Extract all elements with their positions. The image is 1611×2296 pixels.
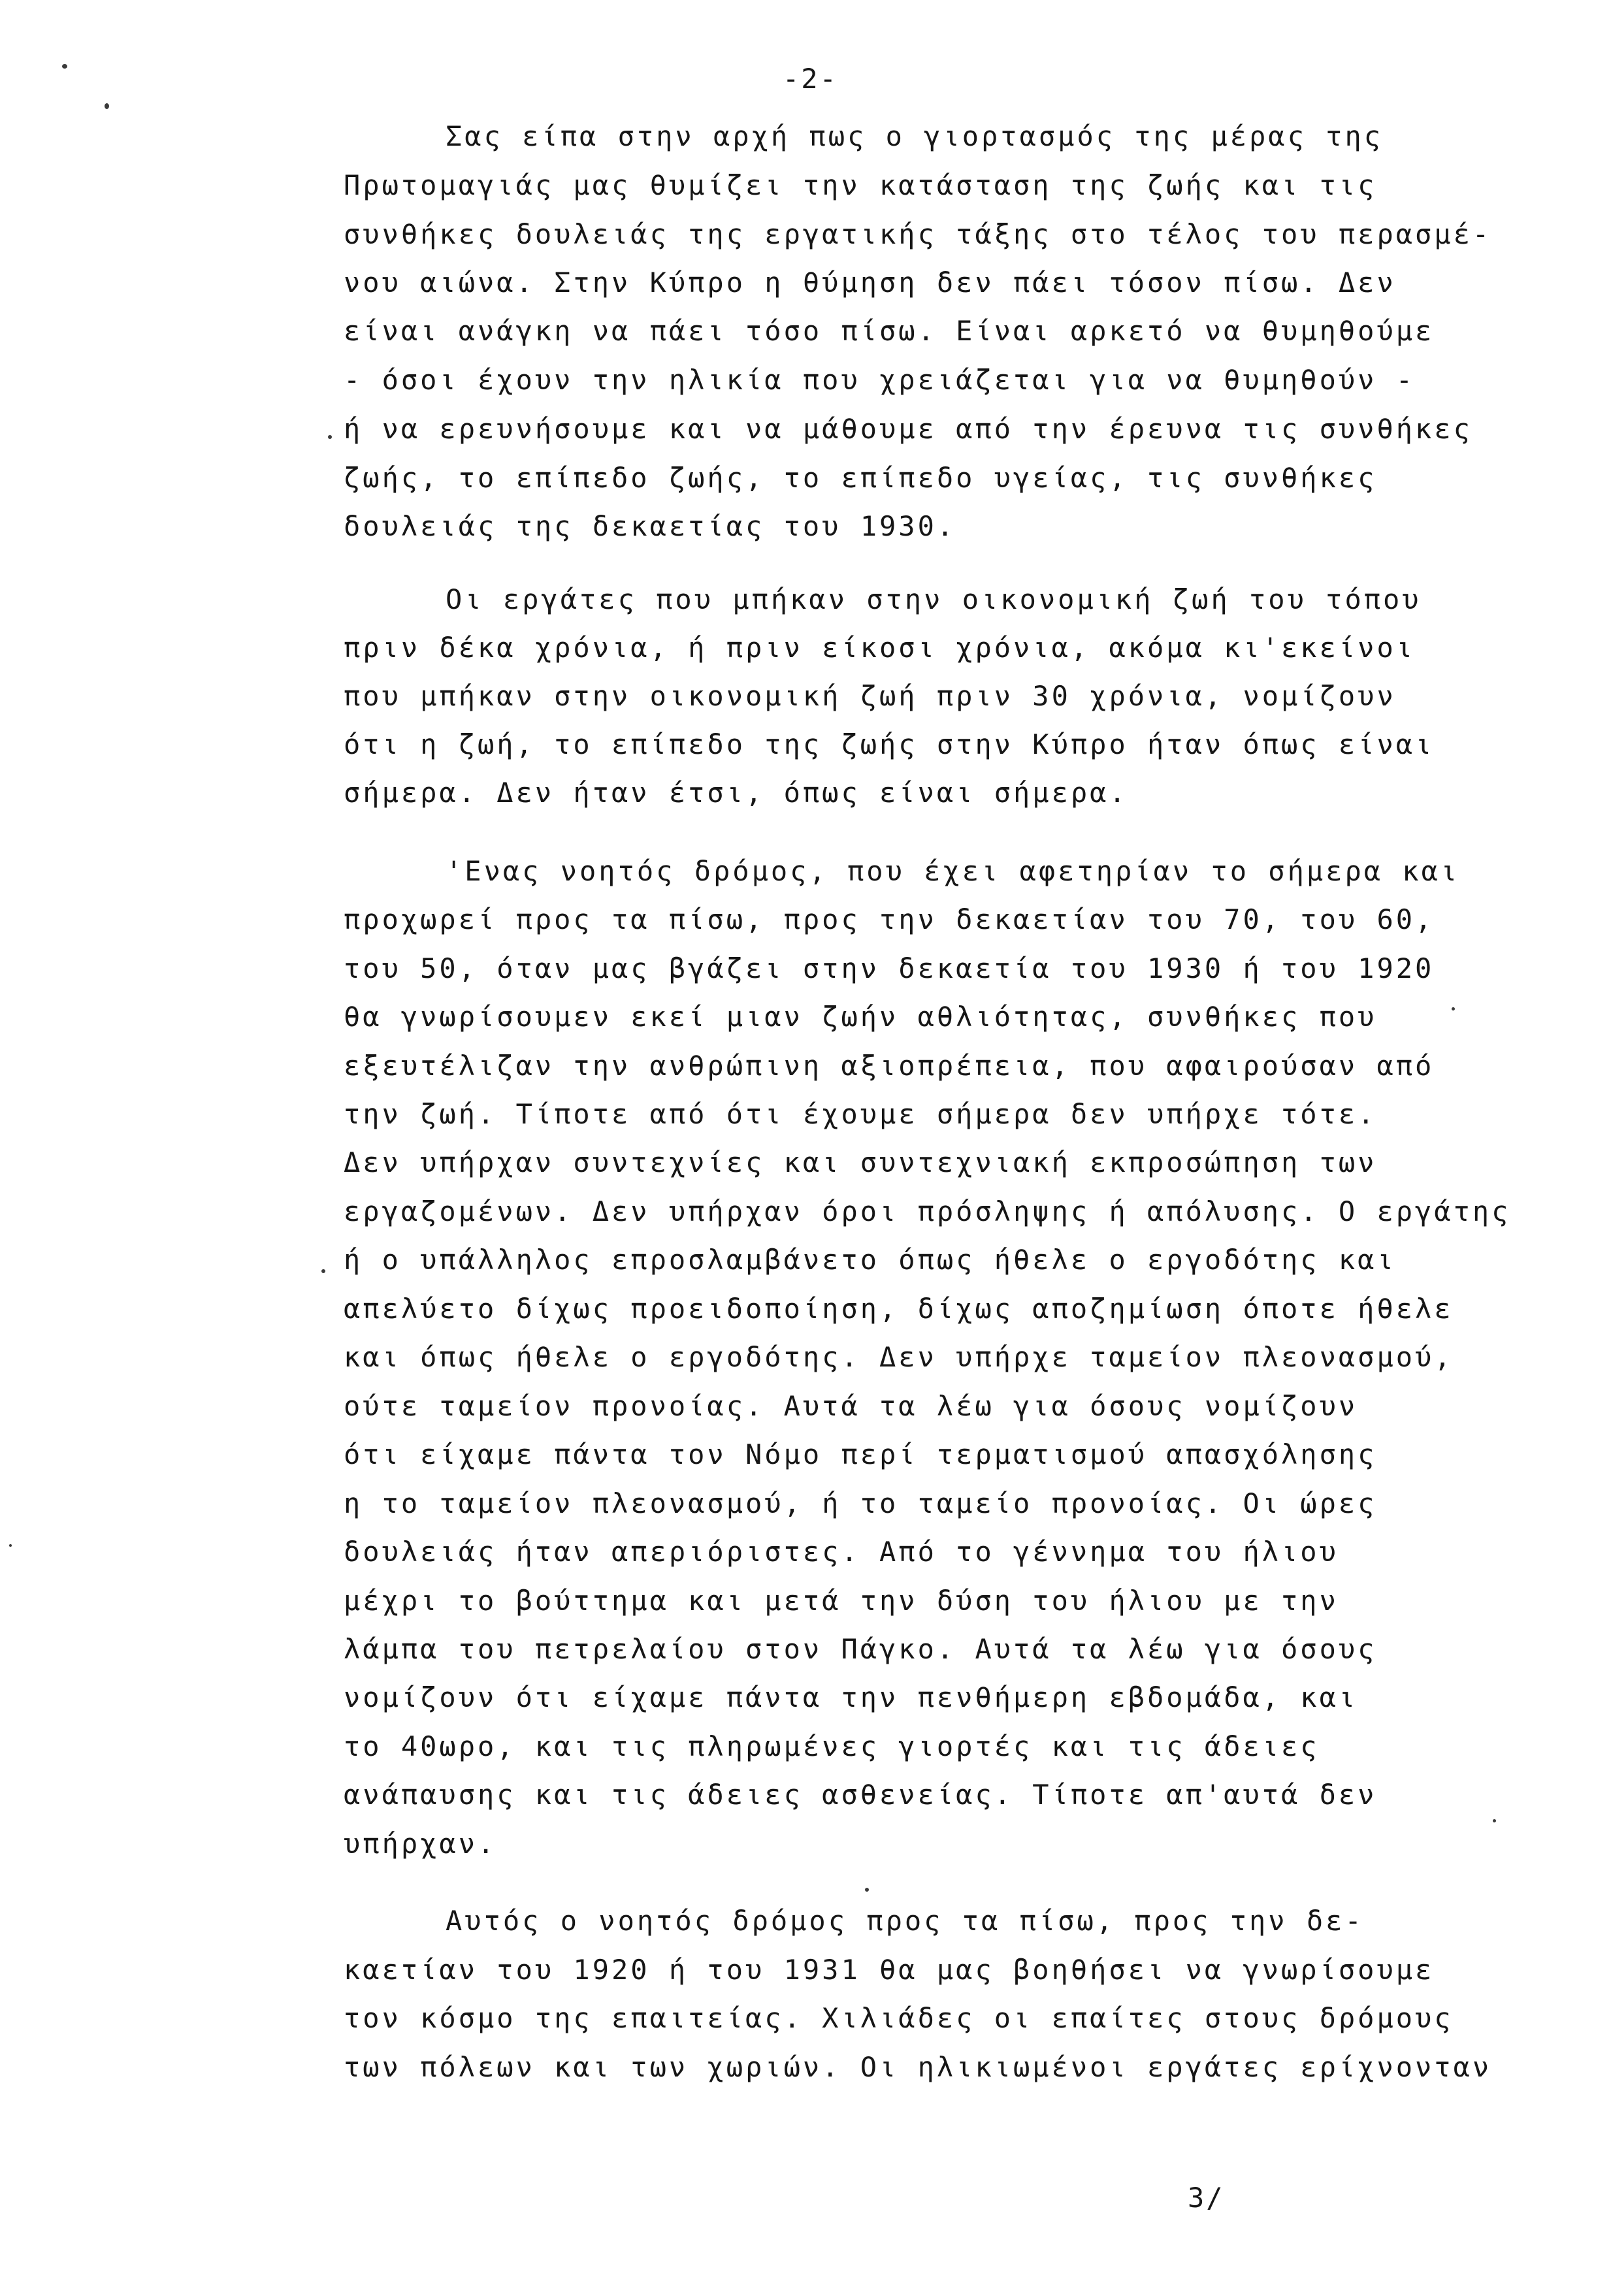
text-line: το 40ωρο, και τις πληρωμένες γιορτές και τις άδειες — [344, 1730, 1320, 1762]
text-line: ή να ερευνήσουμε και να μάθουμε από την έρευνα τις συνθήκες — [344, 413, 1473, 445]
text-line: απελύετο δίχως προειδοποίηση, δίχως αποζημίωση όποτε ήθελε — [344, 1293, 1454, 1325]
text-line: η το ταμείον πλεονασμού, ή το ταμείο προνοίας. Οι ώρες — [344, 1487, 1377, 1519]
text-line: Δεν υπήρχαν συντεχνίες και συντεχνιακή εκπροσώπηση των — [344, 1146, 1377, 1178]
continuation-reference: 3/ — [1188, 2182, 1225, 2214]
scan-speck — [1493, 1819, 1496, 1822]
page-number: -2- — [783, 63, 838, 95]
scan-speck — [1452, 1007, 1455, 1011]
text-line: των πόλεων και των χωριών. Οι ηλικιωμένοι εργάτες ερίχνονταν — [344, 2051, 1492, 2083]
text-line: Πρωτομαγιάς μας θυμίζει την κατάσταση της ζωής και τις — [344, 169, 1377, 201]
text-line: ανάπαυσης και τις άδειες ασθενείας. Τίποτε απ'αυτά δεν — [344, 1779, 1377, 1811]
scan-speck — [105, 103, 109, 109]
text-line: ζωής, το επίπεδο ζωής, το επίπεδο υγείας, τις συνθήκες — [344, 462, 1377, 494]
text-line: εξευτέλιζαν την ανθρώπινη αξιοπρέπεια, που αφαιρούσαν από — [344, 1050, 1435, 1082]
scan-speck — [865, 1888, 869, 1892]
text-line: ή ο υπάλληλος επροσλαμβάνετο όπως ήθελε ο εργοδότης και — [344, 1244, 1396, 1276]
text-line: τον κόσμο της επαιτείας. Χιλιάδες οι επαίτες στους δρόμους — [344, 2002, 1454, 2034]
text-line: νου αιώνα. Στην Κύπρο η θύμηση δεν πάει τόσον πίσω. Δεν — [344, 267, 1396, 299]
text-line: Σας είπα στην αρχή πως ο γιορτασμός της μέρας της — [446, 120, 1384, 152]
text-line: σήμερα. Δεν ήταν έτσι, όπως είναι σήμερα. — [344, 777, 1128, 809]
scan-speck — [62, 64, 67, 69]
text-line: συνθήκες δουλειάς της εργατικής τάξης στο τέλος του περασμέ- — [344, 218, 1492, 250]
text-line: - όσοι έχουν την ηλικία που χρειάζεται για να θυμηθούν - — [344, 364, 1416, 396]
text-line: και όπως ήθελε ο εργοδότης. Δεν υπήρχε ταμείον πλεονασμού, — [344, 1341, 1454, 1373]
scan-speck — [9, 1544, 12, 1547]
text-line: δουλειάς ήταν απεριόριστες. Από το γέννημα του ήλιου — [344, 1536, 1339, 1568]
text-line: λάμπα του πετρελαίου στον Πάγκο. Αυτά τα λέω για όσους — [344, 1633, 1377, 1665]
text-line: ούτε ταμείον προνοίας. Αυτά τα λέω για όσους νομίζουν — [344, 1390, 1358, 1422]
text-line: θα γνωρίσουμεν εκεί μιαν ζωήν αθλιότητας, συνθήκες που — [344, 1001, 1377, 1033]
text-line: ότι η ζωή, το επίπεδο της ζωής στην Κύπρο ήταν όπως είναι — [344, 728, 1435, 760]
scan-speck — [328, 435, 332, 439]
text-line: ότι είχαμε πάντα τον Νόμο περί τερματισμού απασχόλησης — [344, 1438, 1377, 1470]
text-line: είναι ανάγκη να πάει τόσο πίσω. Είναι αρκετό να θυμηθούμε — [344, 315, 1435, 347]
scan-speck — [321, 1269, 325, 1273]
text-line: υπήρχαν. — [344, 1828, 497, 1860]
text-line: δουλειάς της δεκαετίας του 1930. — [344, 510, 956, 542]
text-line: μέχρι το βούττημα και μετά την δύση του ήλιου με την — [344, 1585, 1339, 1617]
text-line: 'Ενας νοητός δρόμος, που έχει αφετηρίαν το σήμερα και — [446, 855, 1460, 887]
text-line: πριν δέκα χρόνια, ή πριν είκοσι χρόνια, ακόμα κι'εκείνοι — [344, 632, 1416, 664]
text-line: καετίαν του 1920 ή του 1931 θα μας βοηθήσει να γνωρίσουμε — [344, 1954, 1435, 1986]
text-line: εργαζομένων. Δεν υπήρχαν όροι πρόσληψης ή απόλυσης. Ο εργάτης — [344, 1195, 1511, 1227]
text-line: που μπήκαν στην οικονομική ζωή πριν 30 χρόνια, νομίζουν — [344, 680, 1396, 712]
text-line: του 50, όταν μας βγάζει στην δεκαετία του 1930 ή του 1920 — [344, 952, 1435, 984]
text-line: Οι εργάτες που μπήκαν στην οικονομική ζωή του τόπου — [446, 583, 1422, 615]
text-line: την ζωή. Τίποτε από ότι έχουμε σήμερα δεν υπήρχε τότε. — [344, 1098, 1377, 1130]
text-line: νομίζουν ότι είχαμε πάντα την πενθήμερη εβδομάδα, και — [344, 1681, 1358, 1713]
text-line: Αυτός ο νοητός δρόμος προς τα πίσω, προς την δε- — [446, 1905, 1364, 1937]
text-line: προχωρεί προς τα πίσω, προς την δεκαετίαν του 70, του 60, — [344, 903, 1435, 935]
